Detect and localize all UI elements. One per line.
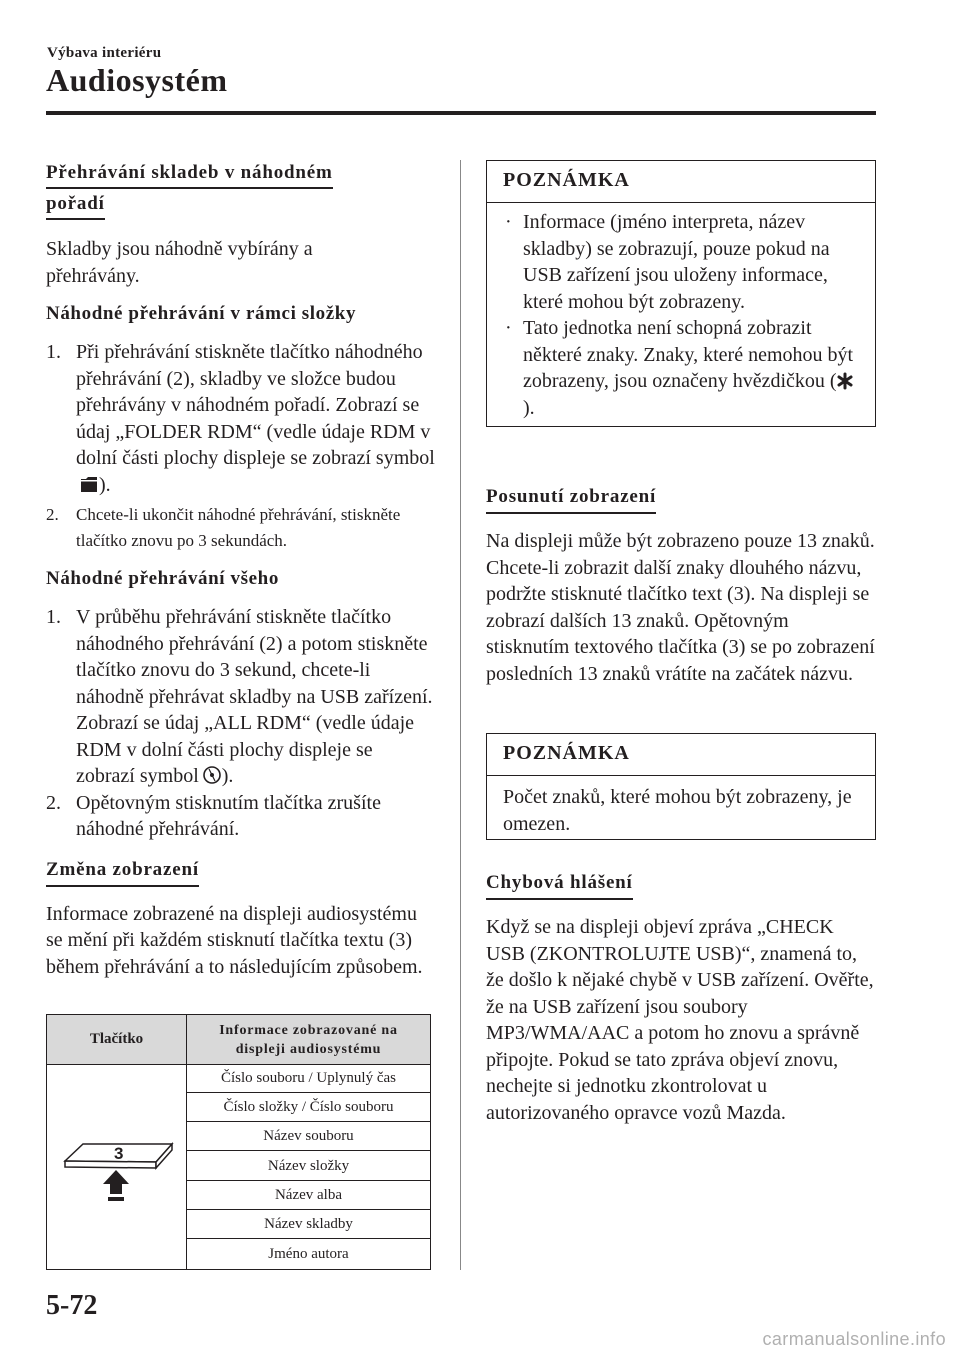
push-button-icon	[47, 1064, 186, 1270]
table-row: Jméno autora	[268, 1246, 349, 1262]
bullet-text: Tato jednotka není schopná zobrazit některé znaky. Znaky, které nemohou být zobrazeny, jsou označeny hvězdičkou (	[523, 317, 854, 392]
title-rule	[46, 111, 876, 115]
table-row: Název alba	[187, 1181, 430, 1210]
table-row: Název souboru	[187, 1122, 430, 1151]
table-row: Název skladby	[187, 1210, 430, 1239]
note-box-2	[486, 733, 876, 840]
note-body: Počet znaků, které mohou být zobrazeny, je omezen.	[503, 786, 852, 835]
scroll-heading: Posunutí zobrazení	[486, 484, 656, 514]
bullet-text-end: ).	[523, 396, 535, 419]
display-info-table	[46, 1014, 431, 1270]
folder-icon	[79, 474, 99, 494]
bullet-dot: ·	[505, 317, 512, 339]
button-number: 3	[114, 1144, 124, 1163]
button-illustration-cell	[47, 1064, 187, 1269]
scroll-heading-block	[486, 484, 876, 514]
table-row: Číslo souboru / Uplynulý čas	[187, 1064, 430, 1093]
section-label: Výbava interiéru	[47, 45, 162, 61]
table-header-info: Informace zobrazované na displeji audiosystému	[219, 1022, 398, 1057]
table-header	[47, 1015, 430, 1065]
random-intro: Skladby jsou náhodně vybírány a přehrávány.	[46, 238, 313, 287]
note-title: POZNÁMKA	[487, 161, 875, 203]
all-heading: Náhodné přehrávání všeho	[46, 568, 279, 589]
table-row: Název složky	[187, 1152, 430, 1181]
step-text: V průběhu přehrávání stiskněte tlačítko náhodného přehrávání (2) a potom stiskněte tlačítko znovu do 3 sekund, chcete-li náhodně přehrávat skladby na USB zařízení. Zobrazí se údaj „ALL RDM“ (vedle údaje RDM v dolní části plochy displeje se zobrazí symbol	[76, 606, 433, 787]
step-text: Při přehrávání stiskněte tlačítko náhodného přehrávání (2), skladby ve složce budou přehrávány v náhodném pořadí. Zobrazí se údaj „FOLDER RDM“ (vedle údaje RDM v dolní části plochy displeje se zobrazí symbol	[76, 341, 435, 469]
display-heading-block	[46, 857, 436, 887]
list-item	[46, 604, 436, 790]
step-text-end: ).	[99, 473, 111, 496]
error-text: Když se na displeji objeví zpráva „CHECK USB (ZKONTROLUJTE USB)“, znamená to, že došlo k nějaké chybě v USB zařízení. Ověřte, že na USB zařízení jsou soubory MP3/WMA/AAC a potom ho znovu a správně připojte. Pokud se tato zpráva objeví znovu, nechejte si jednotku zkontrolovat u autorizovaného opravce vozů Mazda.	[486, 916, 874, 1124]
press-arrow-icon	[103, 1170, 129, 1201]
list-item	[503, 315, 863, 421]
error-section	[486, 870, 876, 1140]
display-heading: Změna zobrazení	[46, 857, 199, 887]
step-number: 1.	[46, 341, 61, 363]
list-item	[46, 502, 436, 554]
watermark: carmanualsonline.info	[762, 1329, 946, 1349]
bullet-dot: ·	[505, 211, 512, 233]
scroll-text: Na displeji může být zobrazeno pouze 13 znaků. Chcete-li zobrazit další znaky dlouhého názvu, podržte stisknuté tlačítko text (3). Na displeji se zobrazí dalších 13 znaků. Opětovným stisknutím textového tlačítka (3) se po zobrazení posledních 13 znaků vrátíte na začátek názvu.	[486, 530, 875, 685]
step-number: 1.	[46, 606, 61, 628]
list-item	[46, 790, 436, 843]
disc-icon	[202, 765, 222, 785]
note-box-1	[486, 160, 876, 427]
step-text: Chcete-li ukončit náhodné přehrávání, stiskněte tlačítko znovu po 3 sekundách.	[76, 505, 401, 550]
page-number: 5-72	[46, 1290, 98, 1321]
note-title: POZNÁMKA	[487, 734, 875, 776]
random-heading	[46, 160, 436, 222]
table-row: Číslo složky / Číslo souboru	[187, 1093, 430, 1122]
page-title: Audiosystém	[46, 62, 228, 98]
scroll-section	[486, 484, 876, 701]
folder-heading: Náhodné přehrávání v rámci složky	[46, 303, 357, 324]
folder-steps	[46, 339, 436, 554]
error-heading: Chybová hlášení	[486, 870, 633, 900]
left-column	[46, 160, 436, 994]
error-heading-block	[486, 870, 876, 900]
step-number: 2.	[46, 791, 61, 814]
column-divider	[460, 160, 461, 1270]
display-text: Informace zobrazené na displeji audiosystému se mění při každém stisknutí tlačítka textu (3) během přehrávání a to následujícím způsobem.	[46, 902, 423, 978]
table-header-button: Tlačítko	[47, 1015, 187, 1064]
step-text-end: ).	[221, 765, 234, 787]
asterisk-icon	[837, 371, 853, 391]
bullet-text: Informace (jméno interpreta, název skladby) se zobrazují, pouze pokud na USB zařízení jsou uloženy informace, které mohou být zobrazeny.	[523, 211, 830, 313]
list-item	[503, 209, 863, 315]
note-body	[487, 203, 875, 429]
random-heading-line1: Přehrávání skladeb v náhodném	[46, 160, 333, 189]
step-number: 2.	[46, 505, 59, 524]
all-steps	[46, 604, 436, 843]
step-text: Opětovným stisknutím tlačítka zrušíte náhodné přehrávání.	[76, 791, 381, 840]
random-heading-line2: pořadí	[46, 191, 105, 220]
list-item	[46, 339, 436, 498]
